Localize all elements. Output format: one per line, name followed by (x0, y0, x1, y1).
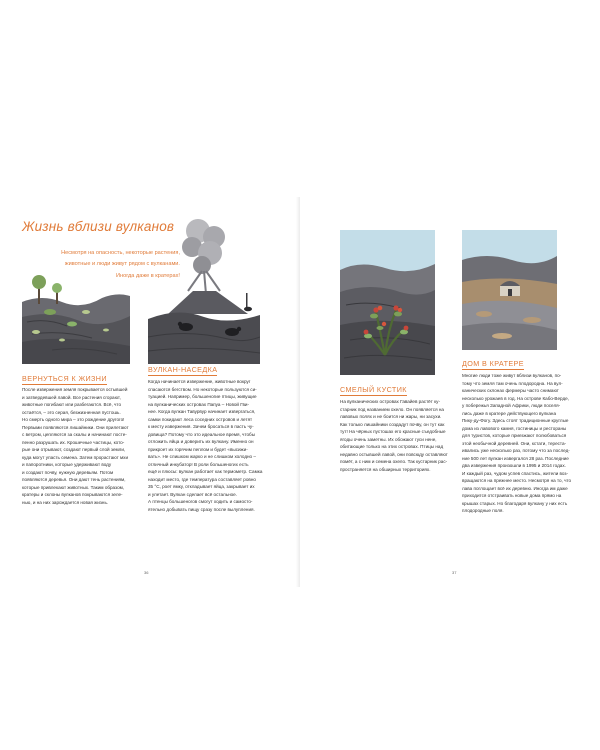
text-line: ятельно добывать пищу сразу после вылупления. (148, 506, 255, 512)
intro-line: Несмотря на опасность, некоторые растения, (61, 250, 180, 256)
text-line: этой необычной деревней. Они, кстати, тереста- (462, 440, 567, 446)
text-line: рые они отрывают, создают первый слой земли, (22, 447, 126, 452)
text-line: спасаются бегством. Но некоторые пользуются си- (148, 386, 257, 392)
text-line: ягоды очень заметны. Их обожают гуси нене, (340, 436, 437, 442)
ohelo-bush-drawing (340, 230, 435, 375)
intro-line: животные и люди живут рядом с вулканами. (64, 261, 180, 268)
text-line: вращаются на прежнее место. Несмотря на то, что (462, 478, 572, 483)
text-line: к месту извержения. Зачем бросаться в пасть чу- (148, 424, 254, 429)
text-line: самки покидают леса соседних островов и летят (148, 416, 253, 422)
text-line: два извержения произошли в 1995 и 2014 годах. (462, 463, 566, 468)
section-body-crater-home (462, 372, 580, 515)
intro-line: Иногда даже в кратерах! (116, 272, 180, 279)
text-line: которые привлекают животных. Таким образом, (22, 484, 125, 490)
text-line: 35 °C, роет ямку, откладывает яйца, закрывает их (148, 484, 255, 489)
volcano-birds-drawing (148, 219, 260, 364)
text-line: находит место, где температура составляет ровно (148, 476, 256, 482)
text-line: лавовых полях и не боится ни жары, ни засухи. (340, 414, 442, 419)
left-page (0, 197, 300, 587)
text-line: у побережья Западной Африки, люди поселя- (462, 403, 561, 408)
crater-house-drawing (462, 230, 557, 350)
text-line: и создают почву, нужную деревьям. Потом (22, 469, 114, 475)
text-line: недавно остывшей лавой, они повсюду оставляют (340, 451, 448, 457)
text-line: для туристов, которые приезжают полюбоваться (462, 433, 567, 438)
text-line: ние 500 лет вулкан извергался 28 раз. Последние (462, 455, 569, 461)
text-line: пенно разрушать их. Крошечные частицы, кото- (22, 439, 125, 445)
text-line: Когда начинается извержение, животные вокруг (148, 379, 251, 384)
text-line: отложить яйца и доверить их вулкану. Именно он (148, 439, 254, 444)
text-line: тут! На чёрных пустошах его красные съедобные (340, 429, 446, 434)
text-line: лава поглощает всё их деревню. Иногда им даже (462, 485, 568, 491)
right-page (300, 197, 600, 587)
text-line: приходится отстраивать новые дома прямо на (462, 493, 562, 498)
text-line: несколько урожаев в год. На острове Кабо-Верде, (462, 395, 570, 401)
text-line: животные погибают или разбегаются. Всё, что (22, 402, 122, 407)
section-heading-crater-home: ДОМ В КРАТЕРЕ (462, 359, 524, 368)
text-line: После извержения земля покрывается остывшей (22, 387, 128, 392)
text-line: А птенцы большеногов смогут ходить и самосто- (148, 499, 253, 504)
section-body-return-to-life (22, 386, 134, 506)
text-line: и папоротники, которые удерживают воду (22, 462, 112, 467)
text-line: ивались уже несколько раз, потому что за послед- (462, 448, 570, 453)
text-line: Как только лишайники создадут почву, он тут как (340, 421, 445, 427)
text-line: довища? Потому что это идеальное время, чтобы (148, 431, 255, 437)
lava-field-illustration (22, 272, 130, 364)
text-line: нее. Когда вулкан Тавурвур начинает извергаться, (148, 409, 256, 414)
section-heading-return-to-life: ВЕРНУТЬСЯ К ЖИЗНИ (22, 374, 107, 383)
text-line: лись даже в кратере действующего вулкана (462, 410, 557, 416)
text-line: и затвердевшей лавой. Все растения сгорают, (22, 394, 121, 400)
text-line: помёт, а с ним и семена охело. Так кустарник рас- (340, 459, 448, 464)
volcano-birds-illustration (148, 219, 260, 364)
text-line: На вулканических островах Гавайев растёт ку- (340, 399, 441, 404)
text-line: Пику-ду-Фогу. Здесь стоят традиционные круглые (462, 418, 569, 423)
page-number: 36 (144, 570, 149, 575)
page-number: 37 (452, 570, 457, 575)
crater-house-illustration (462, 230, 557, 350)
text-line: и улетает. Вулкан сделает всё остальное. (148, 491, 238, 497)
text-line: кратеры и склоны вулканов покрываются зеле- (22, 492, 123, 497)
text-line: тому что земля там очень плодородна. На вул- (462, 380, 563, 386)
text-line: появляются деревья. Они дают тень растениям, (22, 477, 126, 482)
text-line: отличный инкубатор! В роли большеногих есть (148, 461, 249, 467)
text-line: И каждый раз, чудом успев спастись, жители воз- (462, 470, 569, 476)
section-body-volcano-incubator (148, 378, 268, 513)
text-line: Но смерть одного мира – это рождение другого! (22, 417, 125, 422)
text-line: ещё и плюсы: вулкан работает как термометр. Самка (148, 469, 263, 474)
ohelo-bush-illustration (340, 230, 435, 375)
text-line: крышах старых. Но благодаря вулкану у них есть (462, 500, 568, 506)
text-line: старник под названием охело. Он появляется на (340, 406, 444, 412)
text-line: нью, и на них зарождается новая жизнь. (22, 499, 109, 505)
text-line: вать». Не слишком жарко и не слишком холодно – (148, 454, 256, 459)
text-line: туацией. Например, большеногие птицы, живущие (148, 394, 257, 399)
text-line: остаётся, – это серая, безжизненная пустошь. (22, 409, 121, 415)
section-heading-volcano-incubator: ВУЛКАН-НАСЕДКА (148, 365, 218, 374)
book-spread (0, 197, 600, 587)
text-line: Многие люди тоже живут вблизи вулканов, по- (462, 373, 562, 378)
text-line: Первыми появляются лишайники. Они прилетают (22, 424, 129, 430)
section-body-brave-bush (340, 398, 452, 473)
text-line: обитающие только на этих островах. Птицы над (340, 444, 444, 449)
text-line: дома из лавового камня, гостиницы и рестораны (462, 425, 567, 431)
text-line: на вулканических островах Папуа – Новой Гви- (148, 401, 250, 407)
page-title: Жизнь вблизи вулканов (22, 219, 175, 234)
lava-field-drawing (22, 272, 130, 364)
text-line: пространяется на обширных территориях. (340, 466, 431, 472)
section-heading-brave-bush: СМЕЛЫЙ КУСТИК (340, 385, 407, 394)
text-line: прикроет их горячим пеплом и будет «высижи- (148, 446, 248, 452)
text-line: с ветром, цепляются за скалы и начинают посте- (22, 432, 127, 437)
text-line: плодородные поля. (462, 508, 504, 513)
text-line: куда могут упасть семена. Затем прорастают мхи (22, 454, 129, 460)
text-line: канических склонах фермеры часто снимают (462, 388, 559, 393)
